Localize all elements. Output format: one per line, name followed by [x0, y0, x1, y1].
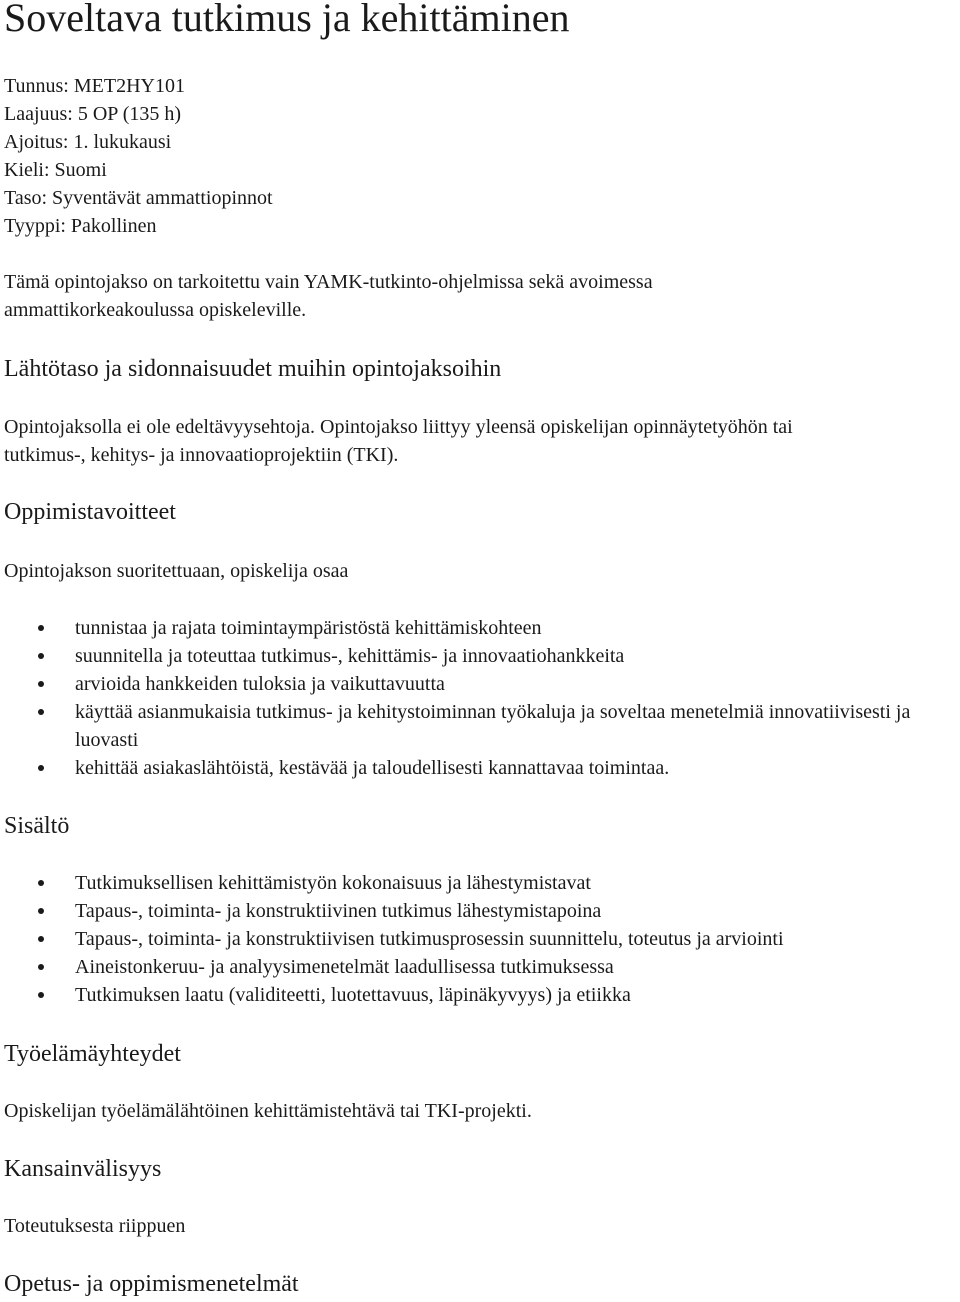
worklife-text: Opiskelijan työelämälähtöinen kehittämistehtävä tai TKI-projekti.	[4, 1100, 532, 1122]
bullet-icon	[38, 709, 44, 715]
bullet-icon	[38, 625, 44, 631]
course-language: Kieli: Suomi	[4, 159, 107, 181]
list-item-text: Tutkimuksen laatu (validiteetti, luotettavuus, läpinäkyvyys) ja etiikka	[75, 984, 631, 1006]
prerequisites-text-line-2: tutkimus-, kehitys- ja innovaatioprojektiin (TKI).	[4, 444, 399, 466]
bullet-icon	[38, 992, 44, 998]
bullet-icon	[38, 964, 44, 970]
course-level: Taso: Syventävät ammattiopinnot	[4, 187, 273, 209]
international-text: Toteutuksesta riippuen	[4, 1215, 186, 1237]
bullet-icon	[38, 908, 44, 914]
list-item-text: Tapaus-, toiminta- ja konstruktiivinen tutkimus lähestymistapoina	[75, 900, 602, 922]
list-item-text: käyttää asianmukaisia tutkimus- ja kehitystoiminnan työkaluja ja soveltaa menetelmiä innovatiivisesti ja luovasti	[75, 701, 911, 751]
course-timing: Ajoitus: 1. lukukausi	[4, 131, 172, 153]
list-item-text: Aineistonkeruu- ja analyysimenetelmät laadullisessa tutkimuksessa	[75, 956, 614, 978]
list-item-text: kehittää asiakaslähtöistä, kestävää ja taloudellisesti kannattavaa toimintaa.	[75, 757, 670, 779]
page-title: Soveltava tutkimus ja kehittäminen	[4, 0, 570, 40]
course-code: Tunnus: MET2HY101	[4, 75, 185, 97]
bullet-icon	[38, 880, 44, 886]
list-item-text: arvioida hankkeiden tuloksia ja vaikuttavuutta	[75, 673, 445, 695]
prerequisites-text-line-1: Opintojaksolla ei ole edeltävyysehtoja. Opintojakso liittyy yleensä opiskelijan opinnäytetyöhön tai	[4, 416, 793, 438]
bullet-icon	[38, 765, 44, 771]
intro-text-line-2: ammattikorkeakoulussa opiskeleville.	[4, 299, 307, 321]
bullet-icon	[38, 653, 44, 659]
methods-heading: Opetus- ja oppimismenetelmät	[4, 1271, 299, 1297]
course-credits: Laajuus: 5 OP (135 h)	[4, 103, 182, 125]
prerequisites-heading: Lähtötaso ja sidonnaisuudet muihin opintojaksoihin	[4, 356, 502, 382]
objectives-heading: Oppimistavoitteet	[4, 499, 176, 525]
list-item-text: Tutkimuksellisen kehittämistyön kokonaisuus ja lähestymistavat	[75, 872, 591, 894]
list-item-text: suunnitella ja toteuttaa tutkimus-, kehittämis- ja innovaatiohankkeita	[75, 645, 625, 667]
course-type: Tyyppi: Pakollinen	[4, 215, 157, 237]
international-heading: Kansainvälisyys	[4, 1156, 162, 1182]
bullet-icon	[38, 936, 44, 942]
list-item-text: Tapaus-, toiminta- ja konstruktiivisen tutkimusprosessin suunnittelu, toteutus ja arviointi	[75, 928, 784, 950]
intro-text-line-1: Tämä opintojakso on tarkoitettu vain YAMK-tutkinto-ohjelmissa sekä avoimessa	[4, 271, 653, 293]
content-heading: Sisältö	[4, 813, 70, 839]
worklife-heading: Työelämäyhteydet	[4, 1041, 181, 1067]
bullet-icon	[38, 681, 44, 687]
list-item-text: tunnistaa ja rajata toimintaympäristöstä kehittämiskohteen	[75, 617, 542, 639]
objectives-lead: Opintojakson suoritettuaan, opiskelija osaa	[4, 560, 349, 582]
